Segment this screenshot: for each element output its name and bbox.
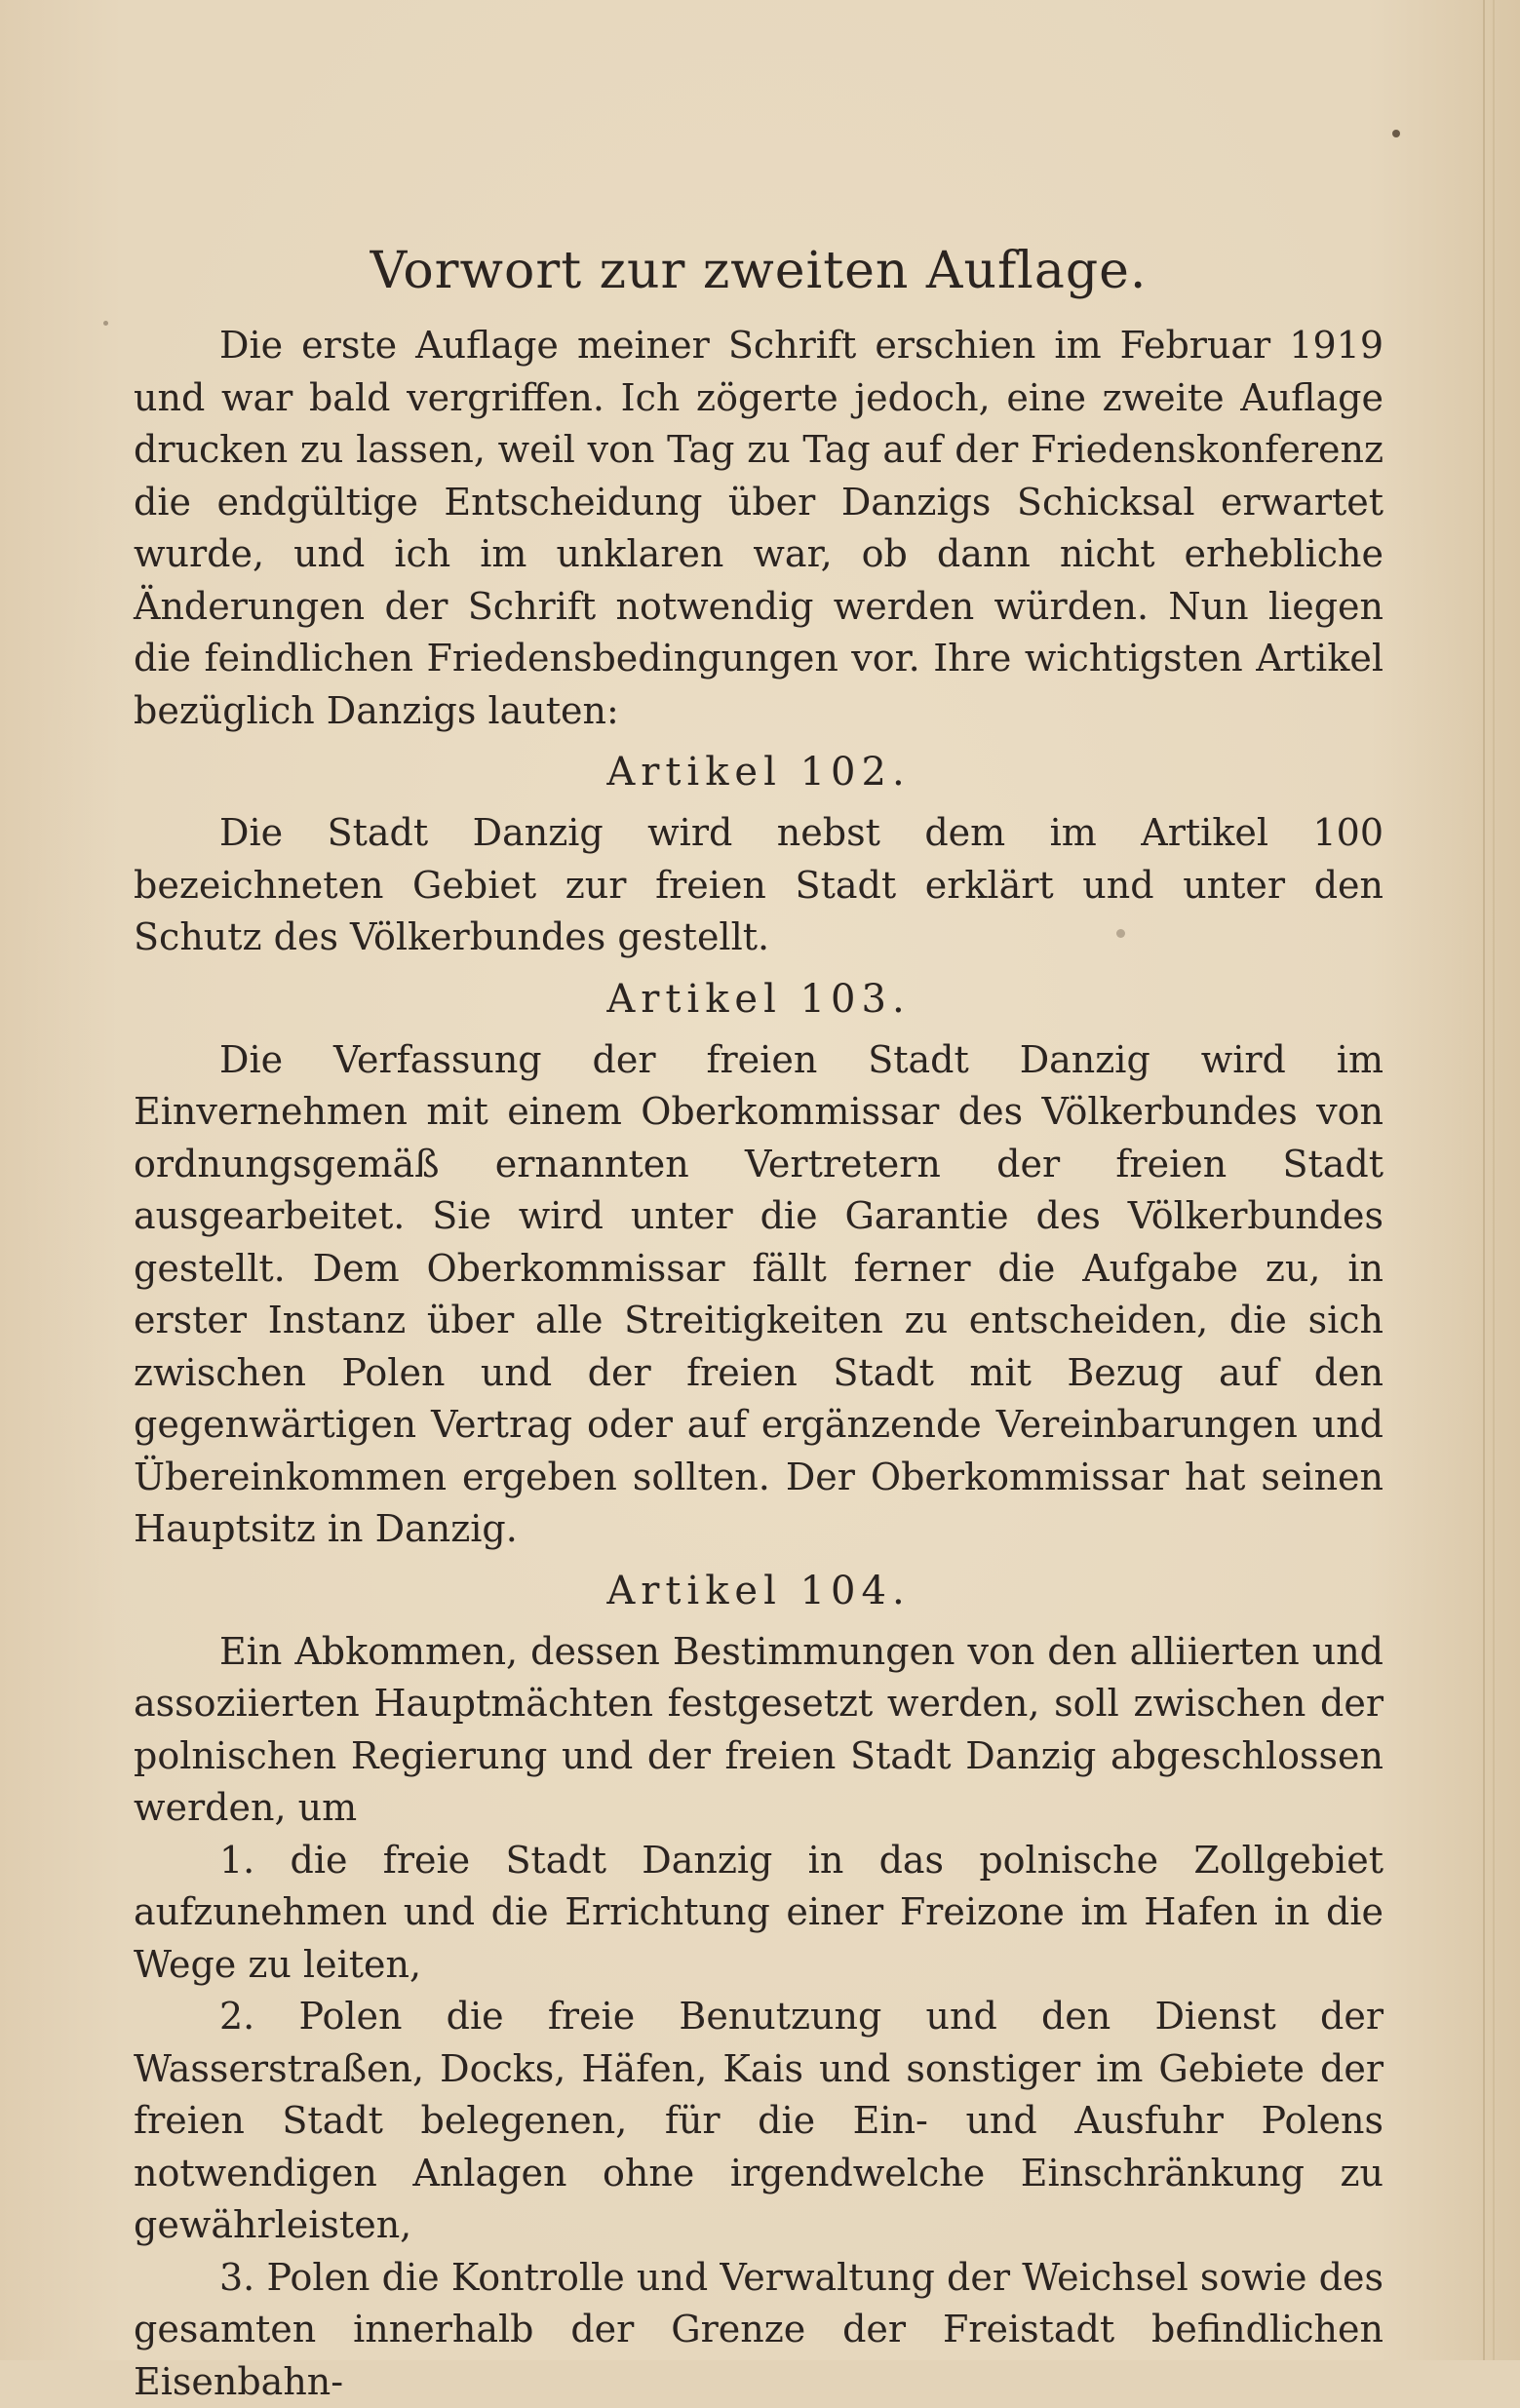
article-text: Die Verfassung der freien Stadt Danzig wird im Einvernehmen mit einem Oberkommissar des Völkerbundes von ordnungsgemäß ernannten Vertretern der freien Stadt ausgearbeitet. Sie wird unter die Garantie des Völkerbundes gestellt. Dem Oberkommissar fällt ferner die Aufgabe zu, in erster Instanz über alle Streitigkeiten zu entscheiden, die sich zwischen Polen und der freien Stadt mit Bezug auf den gegenwärtigen Vertrag oder auf ergänzende Vereinbarungen und Übereinkommen ergeben sollten. Der Oberkommissar hat seinen Hauptsitz in Danzig.	[134, 1034, 1384, 1556]
page-edge-line	[1493, 0, 1495, 2360]
article-heading: Artikel 103.	[134, 964, 1384, 1034]
list-item: 2. Polen die freie Benutzung und den Dienst der Wasserstraßen, Docks, Häfen, Kais und sonstiger im Gebiete der freien Stadt belegenen, für die Ein- und Ausfuhr Polens notwendigen Anlagen ohne irgendwelche Einschränkung zu gewährleisten,	[134, 1991, 1384, 2252]
article-heading: Artikel 104.	[134, 1556, 1384, 1626]
article-104	[134, 1556, 1384, 2408]
paper-speck	[1392, 130, 1400, 137]
article-103	[134, 964, 1384, 1556]
article-text: Ein Abkommen, dessen Bestimmungen von den alliierten und assoziierten Hauptmächten festgesetzt werden, soll zwischen der polnischen Regierung und der freien Stadt Danzig abgeschlossen werden, um	[134, 1626, 1384, 1835]
article-text: Die Stadt Danzig wird nebst dem im Artikel 100 bezeichneten Gebiet zur freien Stadt erklärt und unter den Schutz des Völkerbundes gestellt.	[134, 807, 1384, 964]
page-edge-line	[1483, 0, 1485, 2360]
list-item: 3. Polen die Kontrolle und Verwaltung der Weichsel sowie des gesamten innerhalb der Grenze der Freistadt befindlichen Eisenbahn-	[134, 2252, 1384, 2408]
intro-paragraph: Die erste Auflage meiner Schrift erschien im Februar 1919 und war bald vergriffen. Ich zögerte jedoch, eine zweite Auflage drucken zu lassen, weil von Tag zu Tag auf der Friedenskonferenz die endgültige Entscheidung über Danzigs Schicksal erwartet wurde, und ich im unklaren war, ob dann nicht erhebliche Änderungen der Schrift notwendig werden würden. Nun liegen die feindlichen Friedensbedingungen vor. Ihre wichtigsten Artikel bezüglich Danzigs lauten:	[134, 320, 1384, 737]
document-body	[134, 222, 1384, 2408]
paper-speck	[103, 321, 108, 326]
article-heading: Artikel 102.	[134, 737, 1384, 807]
page-title: Vorwort zur zweiten Auflage.	[134, 222, 1384, 320]
list-item: 1. die freie Stadt Danzig in das polnische Zollgebiet aufzunehmen und die Errichtung einer Freizone im Hafen in die Wege zu leiten,	[134, 1835, 1384, 1992]
article-102	[134, 737, 1384, 964]
